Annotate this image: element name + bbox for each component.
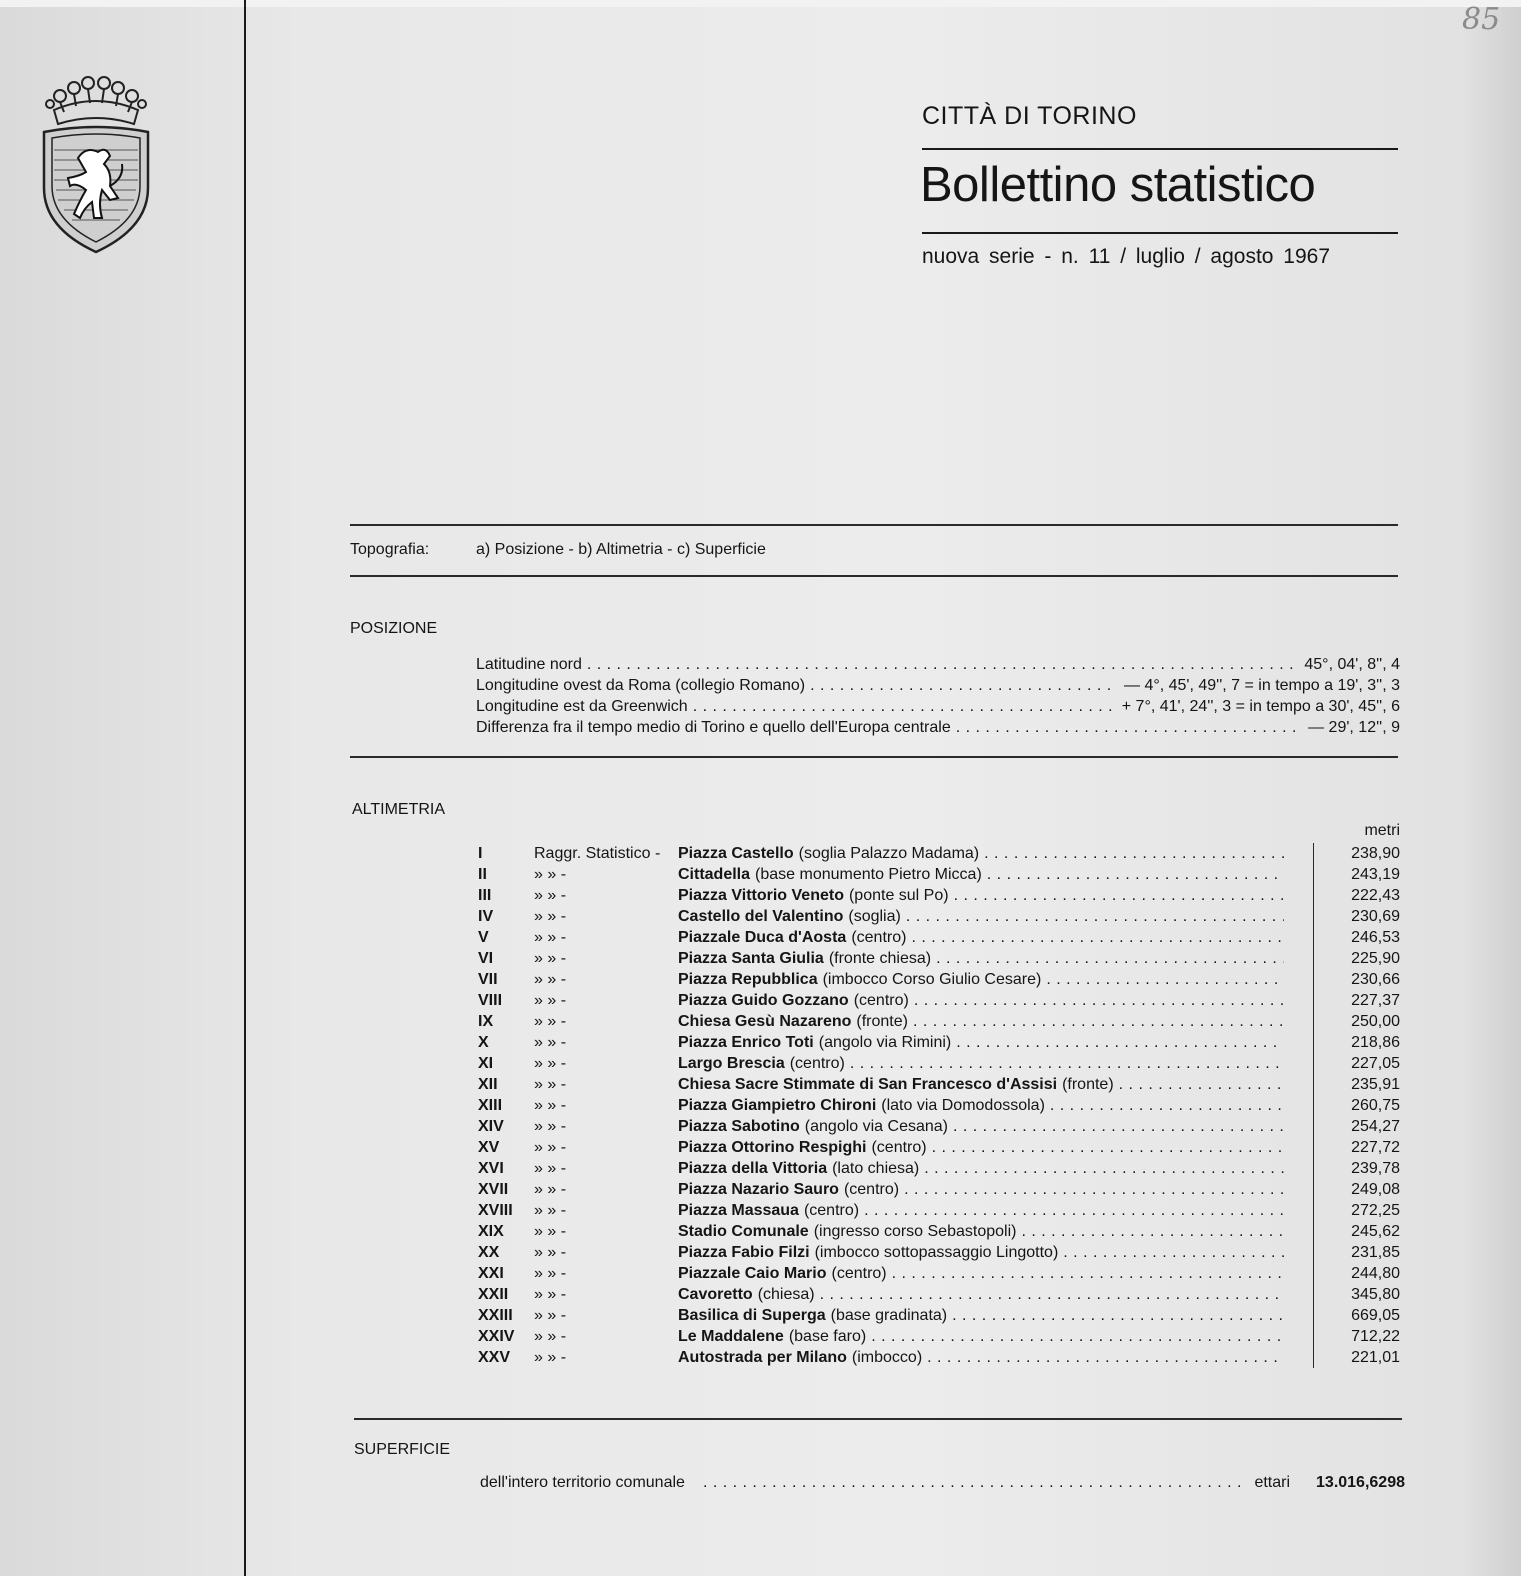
- district-number: XXIV: [478, 1328, 515, 1345]
- place-cell: [678, 990, 1284, 1011]
- district-prefix: » » -: [534, 1223, 567, 1240]
- table-row: [478, 1221, 1400, 1242]
- place-name: Piazza Castello: [678, 845, 794, 862]
- place-cell: [678, 1284, 1284, 1305]
- altitude-value: 249,08: [1351, 1181, 1400, 1198]
- altitude-value: 345,80: [1351, 1286, 1400, 1303]
- place-name: Piazza Vittorio Veneto: [678, 887, 844, 904]
- place-name: Chiesa Gesù Nazareno: [678, 1013, 852, 1030]
- district-prefix: » » -: [534, 1055, 567, 1072]
- topografia-text: a) Posizione - b) Altimetria - c) Superficie: [476, 541, 766, 558]
- place-note: (ponte sul Po): [848, 887, 949, 904]
- district-number: IX: [478, 1013, 494, 1030]
- district-number: XIX: [478, 1223, 504, 1240]
- leader-dots: [899, 1179, 1284, 1200]
- leader-dots: [927, 1137, 1284, 1158]
- table-row: [478, 1242, 1400, 1263]
- title-rule-top: [922, 148, 1398, 150]
- altitude-value: 246,53: [1351, 929, 1400, 946]
- place-name: Autostrada per Milano: [678, 1349, 847, 1366]
- place-note: (angolo via Rimini): [818, 1034, 952, 1051]
- table-row: [478, 843, 1400, 864]
- district-number: XI: [478, 1055, 494, 1072]
- table-row: [478, 1347, 1400, 1368]
- district-prefix: » » -: [534, 1076, 567, 1093]
- district-prefix: » » -: [534, 1013, 567, 1030]
- place-cell: [678, 1200, 1284, 1221]
- place-name: Largo Brescia: [678, 1055, 785, 1072]
- superficie-heading: SUPERFICIE: [354, 1441, 451, 1458]
- page-title: Bollettino statistico: [920, 158, 1316, 212]
- leader-dots: [859, 1200, 1284, 1221]
- altitude-value: 272,25: [1351, 1202, 1400, 1219]
- district-number: II: [478, 866, 487, 883]
- district-prefix: » » -: [534, 1349, 567, 1366]
- place-cell: [678, 1116, 1284, 1137]
- leader-dots: [866, 1326, 1284, 1347]
- table-row: [478, 1053, 1400, 1074]
- leader-dots: [693, 696, 1116, 717]
- district-prefix: » » -: [534, 887, 567, 904]
- altitude-value: 245,62: [1351, 1223, 1400, 1240]
- district-prefix: » » -: [534, 1265, 567, 1282]
- altitude-value: 230,66: [1351, 971, 1400, 988]
- table-row: [478, 1074, 1400, 1095]
- district-number: XIV: [478, 1118, 504, 1135]
- place-cell: [678, 906, 1284, 927]
- position-row: [476, 654, 1400, 675]
- place-cell: [678, 969, 1284, 990]
- place-cell: [678, 1305, 1284, 1326]
- table-row: [478, 1179, 1400, 1200]
- district-prefix: » » -: [534, 992, 567, 1009]
- table-row: [478, 1158, 1400, 1179]
- position-row: [476, 696, 1400, 717]
- district-number: XXII: [478, 1286, 509, 1303]
- district-prefix: » » -: [534, 1097, 567, 1114]
- leader-dots: [810, 675, 1118, 696]
- position-value: + 7°, 41', 24'', 3 = in tempo a 30', 45'', 6: [1121, 698, 1400, 715]
- posizione-heading: POSIZIONE: [350, 620, 438, 637]
- district-prefix: » » -: [534, 1139, 567, 1156]
- altitude-value: 260,75: [1351, 1097, 1400, 1114]
- table-row: [478, 969, 1400, 990]
- place-cell: [678, 1347, 1284, 1368]
- district-number: I: [478, 845, 483, 862]
- district-number: XV: [478, 1139, 500, 1156]
- altitude-value: 239,78: [1351, 1160, 1400, 1177]
- place-note: (imbocco Corso Giulio Cesare): [822, 971, 1042, 988]
- leader-dots: [948, 1116, 1284, 1137]
- district-number: XVIII: [478, 1202, 513, 1219]
- table-row: [478, 948, 1400, 969]
- place-cell: [678, 1263, 1284, 1284]
- district-number: XXV: [478, 1349, 511, 1366]
- district-prefix: » » -: [534, 1244, 567, 1261]
- place-cell: [678, 1011, 1284, 1032]
- page-number: 85: [1462, 2, 1501, 37]
- altitude-value: 227,37: [1351, 992, 1400, 1009]
- position-value: — 29', 12'', 9: [1308, 719, 1400, 736]
- place-name: Piazza Ottorino Respighi: [678, 1139, 867, 1156]
- place-cell: [678, 1242, 1284, 1263]
- position-row: [476, 717, 1400, 738]
- leader-dots: [919, 1158, 1284, 1179]
- place-name: Piazza Sabotino: [678, 1118, 800, 1135]
- place-cell: [678, 864, 1284, 885]
- leader-dots: [906, 927, 1284, 948]
- place-note: (centro): [831, 1265, 887, 1282]
- district-number: VIII: [478, 992, 503, 1009]
- leader-dots: [815, 1284, 1284, 1305]
- place-note: (ingresso corso Sebastopoli): [813, 1223, 1017, 1240]
- district-number: X: [478, 1034, 489, 1051]
- place-name: Piazzale Caio Mario: [678, 1265, 827, 1282]
- table-row: [478, 1263, 1400, 1284]
- place-cell: [678, 1326, 1284, 1347]
- district-prefix: » » -: [534, 1307, 567, 1324]
- place-cell: [678, 1074, 1284, 1095]
- leader-dots: [703, 1472, 1247, 1493]
- altitude-value: 230,69: [1351, 908, 1400, 925]
- district-number: V: [478, 929, 489, 946]
- district-prefix: » » -: [534, 1034, 567, 1051]
- leader-dots: [1114, 1074, 1284, 1095]
- place-note: (base monumento Pietro Micca): [755, 866, 982, 883]
- leader-dots: [909, 990, 1284, 1011]
- district-number: III: [478, 887, 492, 904]
- superficie-unit: ettari: [1254, 1474, 1291, 1491]
- leader-dots: [1016, 1221, 1284, 1242]
- place-cell: [678, 1137, 1284, 1158]
- place-name: Piazza Enrico Toti: [678, 1034, 814, 1051]
- altitude-value: 221,01: [1351, 1349, 1400, 1366]
- page-top-edge: [0, 0, 1521, 7]
- table-row: [478, 906, 1400, 927]
- place-name: Stadio Comunale: [678, 1223, 809, 1240]
- place-name: Piazza Nazario Sauro: [678, 1181, 839, 1198]
- table-row: [478, 1305, 1400, 1326]
- district-prefix: Raggr. Statistico -: [534, 845, 661, 862]
- leader-dots: [979, 843, 1284, 864]
- issue-subtitle: nuova serie - n. 11 / luglio / agosto 1967: [922, 245, 1331, 268]
- altitude-value: 227,05: [1351, 1055, 1400, 1072]
- altimetria-unit: metri: [1364, 822, 1400, 839]
- place-note: (centro): [843, 1181, 900, 1198]
- altitude-value: 231,85: [1351, 1244, 1400, 1261]
- leader-dots: [887, 1263, 1284, 1284]
- place-cell: [678, 843, 1284, 864]
- position-value: 45°, 04', 8'', 4: [1304, 656, 1400, 673]
- place-cell: [678, 948, 1284, 969]
- leader-dots: [956, 717, 1302, 738]
- place-cell: [678, 1221, 1284, 1242]
- place-name: Piazza Repubblica: [678, 971, 818, 988]
- title-rule-bottom: [922, 232, 1398, 234]
- place-cell: [678, 927, 1284, 948]
- leader-dots: [1045, 1095, 1284, 1116]
- place-name: Le Maddalene: [678, 1328, 784, 1345]
- district-prefix: » » -: [534, 1118, 567, 1135]
- place-note: (imbocco): [851, 1349, 923, 1366]
- position-label: Longitudine est da Greenwich: [476, 698, 688, 715]
- leader-dots: [947, 1305, 1284, 1326]
- district-number: VII: [478, 971, 498, 988]
- section-divider: [350, 756, 1398, 758]
- section-divider: [350, 575, 1398, 577]
- place-name: Piazza Santa Giulia: [678, 950, 824, 967]
- leader-dots: [1058, 1242, 1284, 1263]
- place-note: (chiesa): [757, 1286, 815, 1303]
- table-row: [478, 1011, 1400, 1032]
- place-note: (lato via Domodossola): [881, 1097, 1045, 1114]
- place-note: (angolo via Cesana): [804, 1118, 948, 1135]
- place-note: (centro): [853, 992, 909, 1009]
- place-note: (fronte): [856, 1013, 908, 1030]
- superficie-value: 13.016,6298: [1316, 1474, 1405, 1491]
- place-name: Cittadella: [678, 866, 751, 883]
- place-cell: [678, 1179, 1284, 1200]
- position-label: Longitudine ovest da Roma (collegio Romano): [476, 677, 806, 694]
- place-note: (imbocco sottopassaggio Lingotto): [814, 1244, 1059, 1261]
- place-note: (centro): [789, 1055, 845, 1072]
- table-row: [478, 1326, 1400, 1347]
- leader-dots: [901, 906, 1284, 927]
- district-number: XX: [478, 1244, 500, 1261]
- altitude-value: 227,72: [1351, 1139, 1400, 1156]
- place-name: Piazza Giampietro Chironi: [678, 1097, 877, 1114]
- district-prefix: » » -: [534, 1328, 567, 1345]
- place-name: Piazzale Duca d'Aosta: [678, 929, 847, 946]
- place-name: Piazza della Vittoria: [678, 1160, 828, 1177]
- position-label: Differenza fra il tempo medio di Torino e quello dell'Europa centrale: [476, 719, 951, 736]
- leader-dots: [922, 1347, 1284, 1368]
- district-prefix: » » -: [534, 1160, 567, 1177]
- place-note: (centro): [803, 1202, 860, 1219]
- district-number: XXI: [478, 1265, 504, 1282]
- place-name: Chiesa Sacre Stimmate di San Francesco d'Assisi: [678, 1076, 1058, 1093]
- table-row: [478, 1137, 1400, 1158]
- district-number: XVII: [478, 1181, 509, 1198]
- place-cell: [678, 1095, 1284, 1116]
- place-note: (soglia Palazzo Madama): [798, 845, 980, 862]
- section-divider: [350, 524, 1398, 526]
- place-note: (fronte): [1062, 1076, 1114, 1093]
- place-note: (base faro): [788, 1328, 867, 1345]
- district-prefix: » » -: [534, 1202, 567, 1219]
- table-row: [478, 1032, 1400, 1053]
- altitude-value: 669,05: [1351, 1307, 1400, 1324]
- altitude-value: 254,27: [1351, 1118, 1400, 1135]
- leader-dots: [949, 885, 1284, 906]
- district-number: XII: [478, 1076, 498, 1093]
- altitude-value: 244,80: [1351, 1265, 1400, 1282]
- leader-dots: [982, 864, 1284, 885]
- place-note: (centro): [851, 929, 907, 946]
- place-name: Cavoretto: [678, 1286, 753, 1303]
- section-divider: [354, 1418, 1402, 1420]
- place-note: (soglia): [848, 908, 901, 925]
- table-row: [478, 990, 1400, 1011]
- place-cell: [678, 1158, 1284, 1179]
- position-row: [476, 675, 1400, 696]
- leader-dots: [951, 1032, 1284, 1053]
- place-name: Piazza Guido Gozzano: [678, 992, 849, 1009]
- position-label: Latitudine nord: [476, 656, 582, 673]
- district-prefix: » » -: [534, 929, 567, 946]
- city-coat-of-arms-icon: [40, 72, 152, 256]
- leader-dots: [1041, 969, 1284, 990]
- place-name: Piazza Fabio Filzi: [678, 1244, 810, 1261]
- place-note: (centro): [871, 1139, 927, 1156]
- district-number: IV: [478, 908, 494, 925]
- altitude-value: 235,91: [1351, 1076, 1400, 1093]
- place-cell: [678, 885, 1284, 906]
- topografia-label: Topografia:: [350, 541, 430, 558]
- margin-rule: [244, 0, 246, 1576]
- place-name: Basilica di Superga: [678, 1307, 826, 1324]
- district-prefix: » » -: [534, 866, 567, 883]
- district-prefix: » » -: [534, 908, 567, 925]
- place-note: (base gradinata): [830, 1307, 948, 1324]
- altitude-value: 222,43: [1351, 887, 1400, 904]
- superficie-row: [480, 1472, 1405, 1493]
- district-prefix: » » -: [534, 971, 567, 988]
- altitude-value: 238,90: [1351, 845, 1400, 862]
- district-prefix: » » -: [534, 1286, 567, 1303]
- district-number: XIII: [478, 1097, 503, 1114]
- altitude-value: 243,19: [1351, 866, 1400, 883]
- leader-dots: [908, 1011, 1284, 1032]
- table-row: [478, 1116, 1400, 1137]
- district-number: XVI: [478, 1160, 504, 1177]
- table-row: [478, 1200, 1400, 1221]
- table-row: [478, 1095, 1400, 1116]
- altitude-value: 712,22: [1351, 1328, 1400, 1345]
- altitude-value: 218,86: [1351, 1034, 1400, 1051]
- district-number: VI: [478, 950, 494, 967]
- table-row: [478, 1284, 1400, 1305]
- city-name: CITTÀ DI TORINO: [922, 102, 1137, 130]
- altitude-value: 250,00: [1351, 1013, 1400, 1030]
- leader-dots: [587, 654, 1299, 675]
- altimetria-heading: ALTIMETRIA: [352, 801, 446, 818]
- leader-dots: [931, 948, 1284, 969]
- place-name: Piazza Massaua: [678, 1202, 799, 1219]
- place-note: (lato chiesa): [832, 1160, 920, 1177]
- table-row: [478, 885, 1400, 906]
- altitude-value: 225,90: [1351, 950, 1400, 967]
- superficie-label: dell'intero territorio comunale: [480, 1474, 685, 1491]
- leader-dots: [845, 1053, 1284, 1074]
- place-note: (fronte chiesa): [828, 950, 932, 967]
- table-row: [478, 927, 1400, 948]
- district-prefix: » » -: [534, 1181, 567, 1198]
- place-cell: [678, 1032, 1284, 1053]
- district-prefix: » » -: [534, 950, 567, 967]
- place-cell: [678, 1053, 1284, 1074]
- place-name: Castello del Valentino: [678, 908, 844, 925]
- table-row: [478, 864, 1400, 885]
- position-value: — 4°, 45', 49'', 7 = in tempo a 19', 3'', 3: [1124, 677, 1400, 694]
- district-number: XXIII: [478, 1307, 513, 1324]
